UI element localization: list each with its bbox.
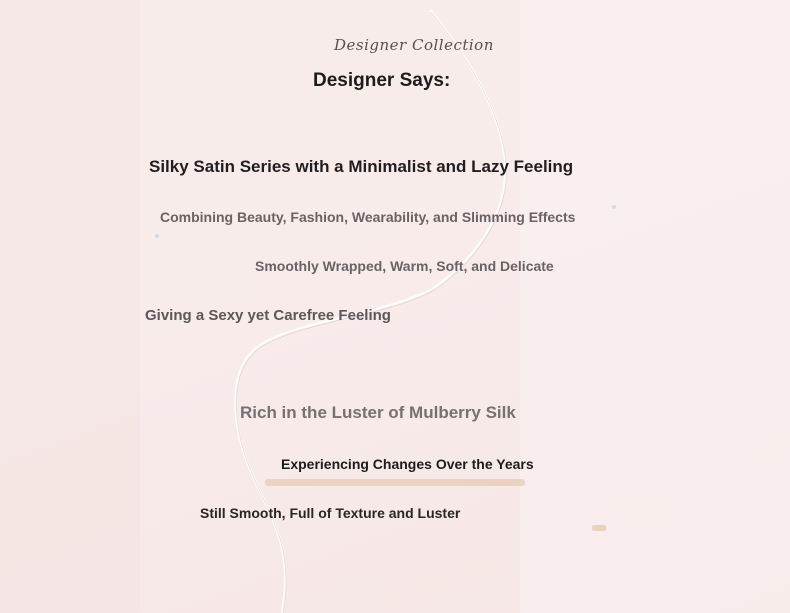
script-heading: Designer Collection	[334, 36, 494, 54]
text-line: Experiencing Changes Over the Years	[281, 456, 534, 472]
text-line: Silky Satin Series with a Minimalist and Lazy Feeling	[149, 157, 574, 176]
gold-accent-stroke	[265, 479, 525, 486]
text-line: Smoothly Wrapped, Warm, Soft, and Delicate	[255, 258, 554, 274]
text-line: Still Smooth, Full of Texture and Luster	[200, 505, 461, 521]
shadow-band	[0, 0, 140, 613]
gold-accent-dot	[592, 525, 606, 531]
light-wash	[520, 0, 790, 613]
blue-speck	[612, 205, 616, 209]
text-line: Giving a Sexy yet Carefree Feeling	[145, 307, 391, 324]
text-line: Combining Beauty, Fashion, Wearability, and Slimming Effects	[160, 209, 576, 225]
page-title: Designer Says:	[313, 70, 451, 91]
text-line: Rich in the Luster of Mulberry Silk	[240, 403, 516, 422]
blue-speck	[155, 234, 159, 238]
